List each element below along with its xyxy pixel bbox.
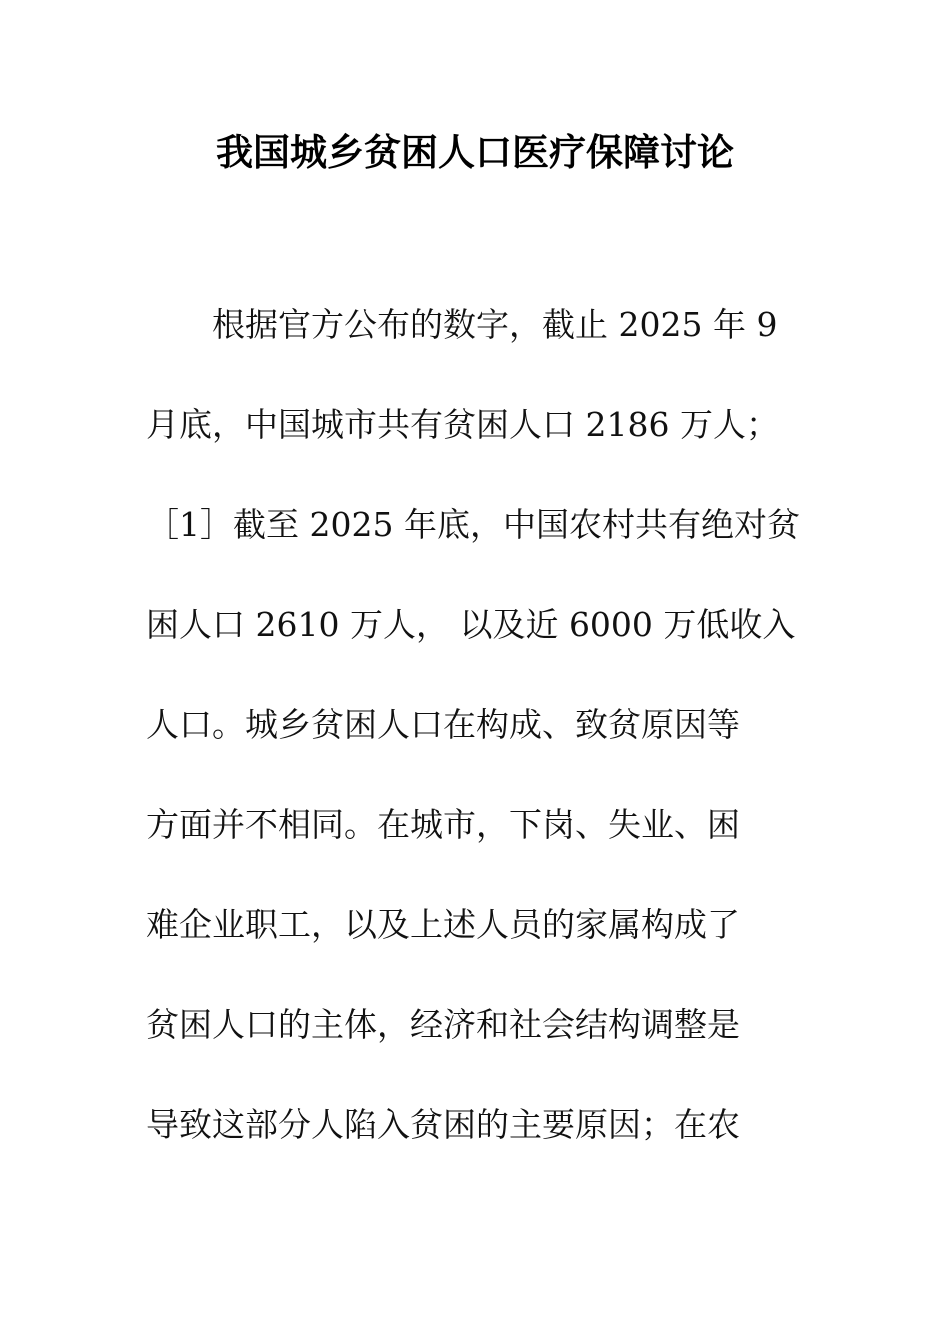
document-title: 我国城乡贫困人口医疗保障讨论 xyxy=(216,131,734,174)
paragraph-line: 月底，中国城市共有贫困人口 2186 万人； xyxy=(146,405,779,444)
paragraph-line: ［1］截至 2025 年底，中国农村共有绝对贫 xyxy=(146,505,800,544)
paragraph-line: 难企业职工，以及上述人员的家属构成了 xyxy=(146,905,740,944)
paragraph-line: 导致这部分人陷入贫困的主要原因；在农 xyxy=(146,1105,740,1144)
paragraph-line: 困人口 2610 万人， 以及近 6000 万低收入 xyxy=(146,605,796,644)
paragraph-line: 人口。城乡贫困人口在构成、致贫原因等 xyxy=(146,705,740,744)
paragraph-line: 根据官方公布的数字，截止 2025 年 9 xyxy=(146,305,778,344)
paragraph-line: 贫困人口的主体，经济和社会结构调整是 xyxy=(146,1005,740,1044)
paragraph-line: 方面并不相同。在城市，下岗、失业、困 xyxy=(146,805,740,844)
